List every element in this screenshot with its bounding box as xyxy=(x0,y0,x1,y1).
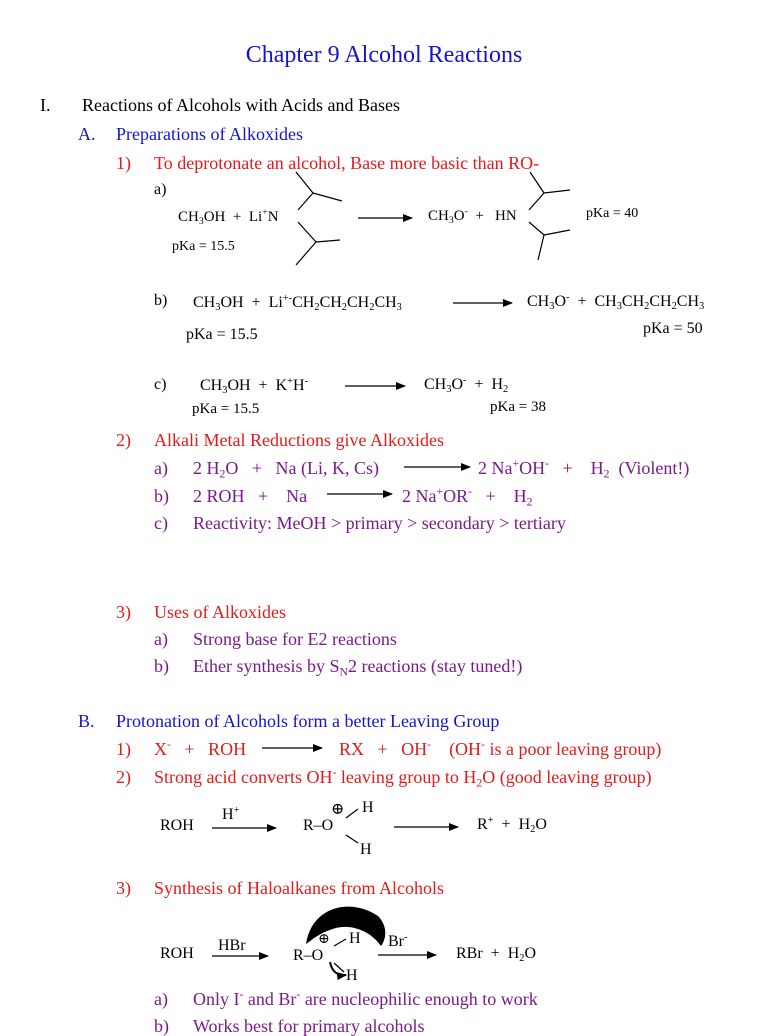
scheme1-reagent: H+ xyxy=(222,804,240,823)
b-item1-right: RX + OH- (OH- is a poor leaving group) xyxy=(339,737,662,759)
reaction-b-pka-right: pKa = 50 xyxy=(643,320,703,337)
reaction-label: a) xyxy=(154,181,167,198)
item-text: Uses of Alkoxides xyxy=(154,602,286,622)
curved-attack-arrow xyxy=(306,907,385,946)
subsection-a-heading: Preparations of Alkoxides xyxy=(116,124,303,144)
scheme1-reactant: ROH xyxy=(160,817,194,834)
reaction-b-reactant: $CH_3OH + Li^{+-}CH_2CH_2CH_2CH_3$ xyxy=(193,292,402,314)
sub-item-label: a) xyxy=(154,458,168,478)
reactivity-text: Reactivity: MeOH > primary > secondary > tertiary xyxy=(193,513,566,533)
section-heading: Reactions of Alcohols with Acids and Bases xyxy=(82,95,400,115)
scheme2-intermediate: R–O xyxy=(293,947,324,964)
scheme2-reactant: ROH xyxy=(160,945,194,962)
reaction-label: c) xyxy=(154,376,167,393)
sub-item-label: b) xyxy=(154,1016,169,1036)
use-a-text: Strong base for E2 reactions xyxy=(193,629,397,649)
sub-item-label: b) xyxy=(154,656,169,676)
use-b-text: Ether synthesis by $S_N2$ reactions (stay tuned!) xyxy=(193,656,523,679)
diisopropylamine-structure xyxy=(529,172,570,260)
subsection-a-letter: A. xyxy=(78,124,96,144)
nucleophile-text: Only I- and Br- are nucleophilic enough to work xyxy=(193,987,538,1009)
item-number: 1) xyxy=(116,153,131,173)
item-text: Synthesis of Haloalkanes from Alcohols xyxy=(154,878,444,898)
reaction-a-pka-left: pKa = 15.5 xyxy=(172,239,235,254)
reaction-a-pka-right: pKa = 40 xyxy=(586,206,639,221)
scheme2-product: RBr + $H_2O$ xyxy=(456,945,537,965)
item-number: 1) xyxy=(116,739,131,759)
reaction-a-product: $CH_3O^-$ + HN xyxy=(428,206,517,226)
item-text: Alkali Metal Reductions give Alkoxides xyxy=(154,430,444,450)
scheme2-reagent: HBr xyxy=(218,937,246,954)
sub-item-label: b) xyxy=(154,486,169,506)
item-number: 3) xyxy=(116,878,131,898)
scheme1-product: $R^+ + H_2O$ xyxy=(477,814,547,836)
item-number: 2) xyxy=(116,767,131,787)
b-item1-left: X- + ROH xyxy=(154,737,247,759)
b-item2-text: Strong acid converts OH- leaving group to $H_2O$ (good leaving group) xyxy=(154,765,652,790)
reaction-c-product: $CH_3O^- + H_2$ xyxy=(424,374,509,396)
alkali-reaction-a-right: 2 Na+OH- + $H_2$ (Violent!) xyxy=(478,456,690,481)
reaction-a-reactant: $CH_3OH + Li^+N$ xyxy=(178,207,279,227)
item-number: 2) xyxy=(116,430,131,450)
alkali-reaction-b-right: 2 Na+OR- + $H_2$ xyxy=(402,484,533,509)
subsection-b-letter: B. xyxy=(78,711,95,731)
scheme1-intermediate: R–O xyxy=(303,817,334,834)
scheme2-h-top: H xyxy=(349,930,361,947)
reaction-c-pka-left: pKa = 15.5 xyxy=(192,401,260,417)
section-number: I. xyxy=(40,95,51,115)
item-text: To deprotonate an alcohol, Base more basic than RO- xyxy=(154,153,540,173)
alkali-reaction-b-left: 2 ROH + Na xyxy=(193,486,308,506)
page-title: Chapter 9 Alcohol Reactions xyxy=(245,42,523,68)
reaction-c-reactant: $CH_3OH + K^+H^-$ xyxy=(200,375,309,397)
scheme1-h-top: H xyxy=(362,799,374,816)
reaction-b-product: $CH_3O^- + CH_3CH_2CH_2CH_3$ xyxy=(527,291,705,313)
scheme2-charge: ⊕ xyxy=(318,932,330,947)
item-number: 3) xyxy=(116,602,131,622)
reaction-b-pka-left: pKa = 15.5 xyxy=(186,326,258,343)
scheme2-h-bottom: H xyxy=(346,967,358,984)
sub-item-label: c) xyxy=(154,513,168,533)
primary-text: Works best for primary alcohols xyxy=(193,1016,425,1036)
scheme1-charge: ⊕ xyxy=(331,801,345,818)
scheme1-h-bottom: H xyxy=(360,841,372,858)
sub-item-label: a) xyxy=(154,989,168,1009)
subsection-b-heading: Protonation of Alcohols form a better Leaving Group xyxy=(116,711,500,731)
lda-structure xyxy=(296,172,342,265)
alkali-reaction-a-left: 2 $H_2O + Na$ (Li, K, Cs) xyxy=(193,458,379,481)
sub-item-label: a) xyxy=(154,629,168,649)
reaction-c-pka-right: pKa = 38 xyxy=(490,399,546,415)
reaction-label: b) xyxy=(154,292,168,309)
scheme2-attack: Br- xyxy=(388,931,408,950)
